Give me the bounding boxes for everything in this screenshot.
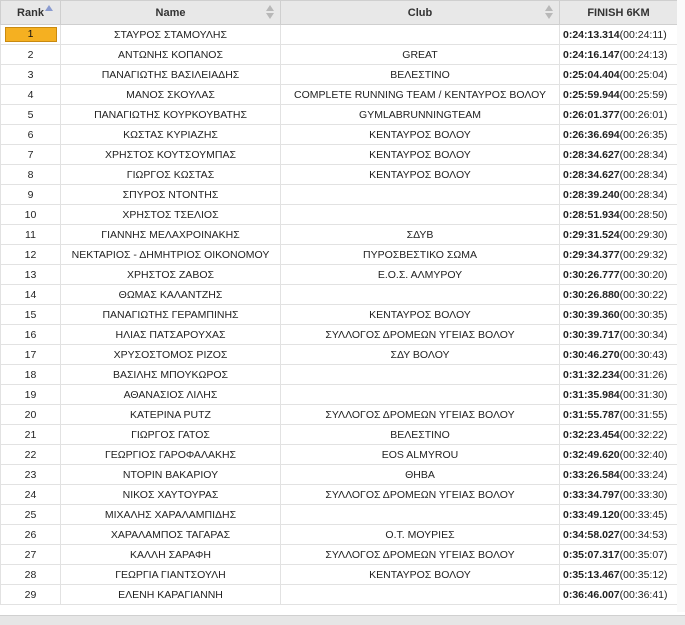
name-cell: ΓΙΩΡΓΟΣ ΓΑΤΟΣ — [61, 425, 281, 445]
club-cell: Ο.Τ. ΜΟΥΡΙΕΣ — [281, 525, 560, 545]
finish-time-cell — [560, 345, 678, 365]
finish-time-rounded: (00:36:41) — [619, 588, 668, 601]
name-cell: ΠΑΝΑΓΙΩΤΗΣ ΒΑΣΙΛΕΙΑΔΗΣ — [61, 65, 281, 85]
table-row[interactable] — [1, 285, 678, 305]
finish-time-precise: 0:29:34.377 — [563, 248, 620, 261]
column-header-rank[interactable] — [1, 1, 61, 25]
finish-time-rounded: (00:33:24) — [619, 468, 668, 481]
finish-time-precise: 0:30:46.270 — [563, 348, 620, 361]
finish-time-precise: 0:30:26.880 — [563, 288, 620, 301]
club-cell: ΣΥΛΛΟΓΟΣ ΔΡΟΜΕΩΝ ΥΓΕΙΑΣ ΒΟΛΟΥ — [281, 545, 560, 565]
finish-time-precise: 0:24:16.147 — [563, 48, 620, 61]
rank-value: 16 — [24, 328, 37, 341]
club-cell: ΚΕΝΤΑΥΡΟΣ ΒΟΛΟΥ — [281, 305, 560, 325]
club-cell: GYMLABRUNNINGTEAM — [281, 105, 560, 125]
finish-time-cell — [560, 65, 678, 85]
club-cell: ΣΔΥΒ — [281, 225, 560, 245]
finish-time-cell — [560, 205, 678, 225]
sort-toggle-icon[interactable] — [545, 4, 553, 20]
finish-time-rounded: (00:35:07) — [619, 548, 668, 561]
rank-cell — [1, 465, 61, 485]
finish-time-rounded: (00:26:35) — [619, 128, 668, 141]
club-cell: ΠΥΡΟΣΒΕΣΤΙΚΟ ΣΩΜΑ — [281, 245, 560, 265]
table-row[interactable] — [1, 385, 678, 405]
club-cell: ΚΕΝΤΑΥΡΟΣ ΒΟΛΟΥ — [281, 165, 560, 185]
finish-time-rounded: (00:30:43) — [619, 348, 668, 361]
name-cell: ΜΑΝΟΣ ΣΚΟΥΛΑΣ — [61, 85, 281, 105]
rank-value: 17 — [24, 348, 37, 361]
club-cell: ΣΥΛΛΟΓΟΣ ΔΡΟΜΕΩΝ ΥΓΕΙΑΣ ΒΟΛΟΥ — [281, 325, 560, 345]
rank-cell — [1, 85, 61, 105]
table-row[interactable] — [1, 405, 678, 425]
name-cell: ΓΙΩΡΓΟΣ ΚΩΣΤΑΣ — [61, 165, 281, 185]
finish-time-rounded: (00:30:22) — [619, 288, 668, 301]
finish-time-rounded: (00:28:34) — [619, 168, 668, 181]
club-cell: Ε.Ο.Σ. ΑΛΜΥΡΟΥ — [281, 265, 560, 285]
rank-cell — [1, 285, 61, 305]
table-row[interactable] — [1, 305, 678, 325]
rank-value: 25 — [24, 508, 37, 521]
name-cell: ΝΙΚΟΣ ΧΑΥΤΟΥΡΑΣ — [61, 485, 281, 505]
table-header-row — [1, 1, 678, 25]
club-cell — [281, 365, 560, 385]
finish-time-rounded: (00:30:34) — [619, 328, 668, 341]
club-cell — [281, 25, 560, 45]
finish-time-cell — [560, 485, 678, 505]
table-row[interactable] — [1, 445, 678, 465]
finish-time-cell — [560, 25, 678, 45]
name-cell: ΓΕΩΡΓΙΑ ΓΙΑΝΤΣΟΥΛΗ — [61, 565, 281, 585]
rank-cell — [1, 105, 61, 125]
rank-value: 20 — [24, 408, 37, 421]
rank-value: 5 — [27, 108, 34, 121]
club-cell: COMPLETE RUNNING TEAM / ΚΕΝΤΑΥΡΟΣ ΒΟΛΟΥ — [281, 85, 560, 105]
table-row[interactable] — [1, 145, 678, 165]
finish-time-rounded: (00:25:59) — [619, 88, 668, 101]
club-cell: ΣΥΛΛΟΓΟΣ ΔΡΟΜΕΩΝ ΥΓΕΙΑΣ ΒΟΛΟΥ — [281, 405, 560, 425]
finish-time-cell — [560, 365, 678, 385]
club-cell: ΘΗΒΑ — [281, 465, 560, 485]
finish-time-precise: 0:25:04.404 — [563, 68, 620, 81]
table-row[interactable] — [1, 505, 678, 525]
rank-value: 14 — [24, 288, 37, 301]
finish-time-precise: 0:24:13.314 — [563, 28, 620, 41]
rank-cell — [1, 145, 61, 165]
finish-time-precise: 0:34:58.027 — [563, 528, 620, 541]
club-cell: ΚΕΝΤΑΥΡΟΣ ΒΟΛΟΥ — [281, 565, 560, 585]
table-row[interactable] — [1, 565, 678, 585]
rank-cell — [1, 25, 61, 45]
finish-time-rounded: (00:29:32) — [619, 248, 668, 261]
name-cell: ΚΑΛΛΗ ΣΑΡΑΦΗ — [61, 545, 281, 565]
rank-value: 13 — [24, 268, 37, 281]
table-row[interactable] — [1, 205, 678, 225]
vertical-scroll-track[interactable] — [677, 0, 685, 615]
name-cell: ΑΘΑΝΑΣΙΟΣ ΛΙΛΗΣ — [61, 385, 281, 405]
finish-time-precise: 0:33:34.797 — [563, 488, 620, 501]
table-row[interactable] — [1, 245, 678, 265]
club-cell — [281, 505, 560, 525]
table-row[interactable] — [1, 585, 678, 605]
table-row[interactable] — [1, 65, 678, 85]
finish-time-cell — [560, 165, 678, 185]
club-cell — [281, 585, 560, 605]
finish-time-precise: 0:33:26.584 — [563, 468, 620, 481]
rank-value: 12 — [24, 248, 37, 261]
finish-time-rounded: (00:29:30) — [619, 228, 668, 241]
finish-time-precise: 0:30:26.777 — [563, 268, 620, 281]
rank-cell — [1, 565, 61, 585]
finish-time-rounded: (00:31:30) — [619, 388, 668, 401]
club-cell: EOS ALMYROU — [281, 445, 560, 465]
name-cell: ΓΕΩΡΓΙΟΣ ΓΑΡΟΦΑΛΑΚΗΣ — [61, 445, 281, 465]
finish-time-cell — [560, 505, 678, 525]
finish-time-cell — [560, 445, 678, 465]
table-row[interactable] — [1, 85, 678, 105]
table-row[interactable] — [1, 465, 678, 485]
finish-time-rounded: (00:26:01) — [619, 108, 668, 121]
name-cell: ΗΛΙΑΣ ΠΑΤΣΑΡΟΥΧΑΣ — [61, 325, 281, 345]
finish-time-cell — [560, 465, 678, 485]
finish-time-cell — [560, 525, 678, 545]
rank-value: 29 — [24, 588, 37, 601]
rank-cell — [1, 365, 61, 385]
sort-ascending-icon[interactable] — [45, 5, 53, 11]
table-row[interactable] — [1, 345, 678, 365]
table-row[interactable] — [1, 525, 678, 545]
finish-time-precise: 0:28:34.627 — [563, 148, 620, 161]
table-row[interactable] — [1, 365, 678, 385]
finish-time-precise: 0:25:59.944 — [563, 88, 620, 101]
name-cell: ΧΡΥΣΟΣΤΟΜΟΣ ΡΙΖΟΣ — [61, 345, 281, 365]
club-cell — [281, 385, 560, 405]
finish-time-precise: 0:35:07.317 — [563, 548, 620, 561]
rank-value: 3 — [27, 68, 34, 81]
rank-cell — [1, 325, 61, 345]
finish-time-precise: 0:28:34.627 — [563, 168, 620, 181]
finish-time-cell — [560, 185, 678, 205]
finish-time-rounded: (00:28:50) — [619, 208, 668, 221]
rank-value: 10 — [24, 208, 37, 221]
rank-cell — [1, 345, 61, 365]
column-header-club-label: Club — [407, 6, 433, 19]
finish-time-precise: 0:29:31.524 — [563, 228, 620, 241]
finish-time-rounded: (00:25:04) — [619, 68, 668, 81]
rank-cell — [1, 405, 61, 425]
club-cell: ΒΕΛΕΣΤΙΝΟ — [281, 65, 560, 85]
name-cell: ΓΙΑΝΝΗΣ ΜΕΛΑΧΡΟΙΝΑΚΗΣ — [61, 225, 281, 245]
finish-time-rounded: (00:30:35) — [619, 308, 668, 321]
table-row[interactable] — [1, 165, 678, 185]
name-cell: ΜΙΧΑΛΗΣ ΧΑΡΑΛΑΜΠΙΔΗΣ — [61, 505, 281, 525]
table-row[interactable] — [1, 25, 678, 45]
rank-value: 6 — [27, 128, 34, 141]
rank-value: 22 — [24, 448, 37, 461]
club-cell: ΣΔΥ ΒΟΛΟΥ — [281, 345, 560, 365]
finish-time-precise: 0:32:23.454 — [563, 428, 620, 441]
finish-time-rounded: (00:30:20) — [619, 268, 668, 281]
column-header-rank-label: Rank — [17, 6, 44, 19]
finish-time-rounded: (00:28:34) — [619, 148, 668, 161]
column-header-club[interactable] — [281, 1, 560, 25]
finish-time-cell — [560, 145, 678, 165]
finish-time-precise: 0:28:39.240 — [563, 188, 620, 201]
rank-cell — [1, 245, 61, 265]
name-cell: ΕΛΕΝΗ ΚΑΡΑΓΙΑΝΝΗ — [61, 585, 281, 605]
finish-time-precise: 0:30:39.717 — [563, 328, 620, 341]
rank-value: 1 — [5, 27, 57, 42]
rank-cell — [1, 125, 61, 145]
name-cell: ΘΩΜΑΣ ΚΑΛΑΝΤΖΗΣ — [61, 285, 281, 305]
rank-cell — [1, 505, 61, 525]
club-cell: GREAT — [281, 45, 560, 65]
finish-time-cell — [560, 405, 678, 425]
name-cell: ΝΤΟΡΙΝ ΒΑΚΑΡΙΟΥ — [61, 465, 281, 485]
rank-cell — [1, 65, 61, 85]
name-cell: ΚΑΤΕΡΙΝΑ PUTZ — [61, 405, 281, 425]
rank-cell — [1, 525, 61, 545]
finish-time-precise: 0:26:01.377 — [563, 108, 620, 121]
rank-cell — [1, 225, 61, 245]
finish-time-precise: 0:31:32.234 — [563, 368, 620, 381]
rank-cell — [1, 205, 61, 225]
finish-time-precise: 0:36:46.007 — [563, 588, 620, 601]
finish-time-rounded: (00:28:34) — [619, 188, 668, 201]
sort-toggle-icon[interactable] — [266, 4, 274, 20]
finish-time-cell — [560, 45, 678, 65]
name-cell: ΒΑΣΙΛΗΣ ΜΠΟΥΚΩΡΟΣ — [61, 365, 281, 385]
name-cell: ΧΡΗΣΤΟΣ ΤΣΕΛΙΟΣ — [61, 205, 281, 225]
rank-cell — [1, 585, 61, 605]
column-header-name[interactable] — [61, 1, 281, 25]
finish-time-rounded: (00:32:40) — [619, 448, 668, 461]
rank-value: 18 — [24, 368, 37, 381]
rank-cell — [1, 425, 61, 445]
finish-time-cell — [560, 265, 678, 285]
finish-time-precise: 0:35:13.467 — [563, 568, 620, 581]
rank-value: 27 — [24, 548, 37, 561]
club-cell: ΚΕΝΤΑΥΡΟΣ ΒΟΛΟΥ — [281, 145, 560, 165]
finish-time-rounded: (00:31:55) — [619, 408, 668, 421]
table-row[interactable] — [1, 45, 678, 65]
name-cell: ΝΕΚΤΑΡΙΟΣ - ΔΗΜΗΤΡΙΟΣ ΟΙΚΟΝΟΜΟΥ — [61, 245, 281, 265]
rank-cell — [1, 545, 61, 565]
club-cell: ΚΕΝΤΑΥΡΟΣ ΒΟΛΟΥ — [281, 125, 560, 145]
finish-time-cell — [560, 545, 678, 565]
rank-cell — [1, 165, 61, 185]
name-cell: ΑΝΤΩΝΗΣ ΚΟΠΑΝΟΣ — [61, 45, 281, 65]
name-cell: ΧΑΡΑΛΑΜΠΟΣ ΤΑΓΑΡΑΣ — [61, 525, 281, 545]
rank-value: 8 — [27, 168, 34, 181]
finish-time-rounded: (00:35:12) — [619, 568, 668, 581]
rank-value: 21 — [24, 428, 37, 441]
club-cell — [281, 205, 560, 225]
rank-value: 2 — [27, 48, 34, 61]
finish-time-precise: 0:32:49.620 — [563, 448, 620, 461]
column-header-finish[interactable] — [560, 1, 678, 25]
results-table-body — [1, 25, 678, 605]
finish-time-rounded: (00:31:26) — [619, 368, 668, 381]
rank-cell — [1, 45, 61, 65]
rank-value: 26 — [24, 528, 37, 541]
table-row[interactable] — [1, 265, 678, 285]
rank-cell — [1, 305, 61, 325]
table-row[interactable] — [1, 425, 678, 445]
finish-time-rounded: (00:34:53) — [619, 528, 668, 541]
club-cell — [281, 285, 560, 305]
rank-value: 11 — [25, 228, 36, 241]
rank-cell — [1, 445, 61, 465]
name-cell: ΧΡΗΣΤΟΣ ΖΑΒΟΣ — [61, 265, 281, 285]
rank-value: 9 — [27, 188, 34, 201]
table-row[interactable] — [1, 325, 678, 345]
rank-cell — [1, 265, 61, 285]
finish-time-precise: 0:26:36.694 — [563, 128, 620, 141]
name-cell: ΣΠΥΡΟΣ ΝΤΟΝΤΗΣ — [61, 185, 281, 205]
rank-value: 15 — [24, 308, 37, 321]
finish-time-rounded: (00:24:13) — [619, 48, 668, 61]
finish-time-precise: 0:30:39.360 — [563, 308, 620, 321]
name-cell: ΠΑΝΑΓΙΩΤΗΣ ΓΕΡΑΜΠΙΝΗΣ — [61, 305, 281, 325]
rank-value: 28 — [24, 568, 37, 581]
table-row[interactable] — [1, 485, 678, 505]
finish-time-precise: 0:31:35.984 — [563, 388, 620, 401]
rank-cell — [1, 385, 61, 405]
rank-cell — [1, 485, 61, 505]
column-header-name-label: Name — [155, 6, 186, 19]
finish-time-cell — [560, 425, 678, 445]
table-row[interactable] — [1, 185, 678, 205]
finish-time-cell — [560, 385, 678, 405]
club-cell: ΣΥΛΛΟΓΟΣ ΔΡΟΜΕΩΝ ΥΓΕΙΑΣ ΒΟΛΟΥ — [281, 485, 560, 505]
table-row[interactable] — [1, 545, 678, 565]
table-row[interactable] — [1, 225, 678, 245]
finish-time-cell — [560, 305, 678, 325]
finish-time-rounded: (00:33:45) — [619, 508, 668, 521]
rank-value: 24 — [24, 488, 37, 501]
rank-value: 7 — [27, 148, 34, 161]
finish-time-rounded: (00:33:30) — [619, 488, 668, 501]
finish-time-precise: 0:33:49.120 — [563, 508, 620, 521]
name-cell: ΧΡΗΣΤΟΣ ΚΟΥΤΣΟΥΜΠΑΣ — [61, 145, 281, 165]
club-cell: ΒΕΛΕΣΤΙΝΟ — [281, 425, 560, 445]
name-cell: ΣΤΑΥΡΟΣ ΣΤΑΜΟΥΛΗΣ — [61, 25, 281, 45]
finish-time-cell — [560, 585, 678, 605]
finish-time-precise: 0:28:51.934 — [563, 208, 620, 221]
column-header-finish-label: FINISH 6KM — [587, 6, 650, 19]
finish-time-cell — [560, 245, 678, 265]
finish-time-cell — [560, 325, 678, 345]
rank-value: 23 — [24, 468, 37, 481]
name-cell: ΚΩΣΤΑΣ ΚΥΡΙΑΖΗΣ — [61, 125, 281, 145]
finish-time-cell — [560, 105, 678, 125]
finish-time-cell — [560, 225, 678, 245]
name-cell: ΠΑΝΑΓΙΩΤΗΣ ΚΟΥΡΚΟΥΒΑΤΗΣ — [61, 105, 281, 125]
finish-time-precise: 0:31:55.787 — [563, 408, 620, 421]
finish-time-cell — [560, 125, 678, 145]
club-cell — [281, 185, 560, 205]
rank-cell — [1, 185, 61, 205]
finish-time-rounded: (00:24:11) — [619, 28, 667, 41]
finish-time-rounded: (00:32:22) — [619, 428, 668, 441]
table-row[interactable] — [1, 125, 678, 145]
finish-time-cell — [560, 565, 678, 585]
table-row[interactable] — [1, 105, 678, 125]
finish-time-cell — [560, 85, 678, 105]
rank-value: 4 — [27, 88, 34, 101]
rank-value: 19 — [24, 388, 37, 401]
finish-time-cell — [560, 285, 678, 305]
